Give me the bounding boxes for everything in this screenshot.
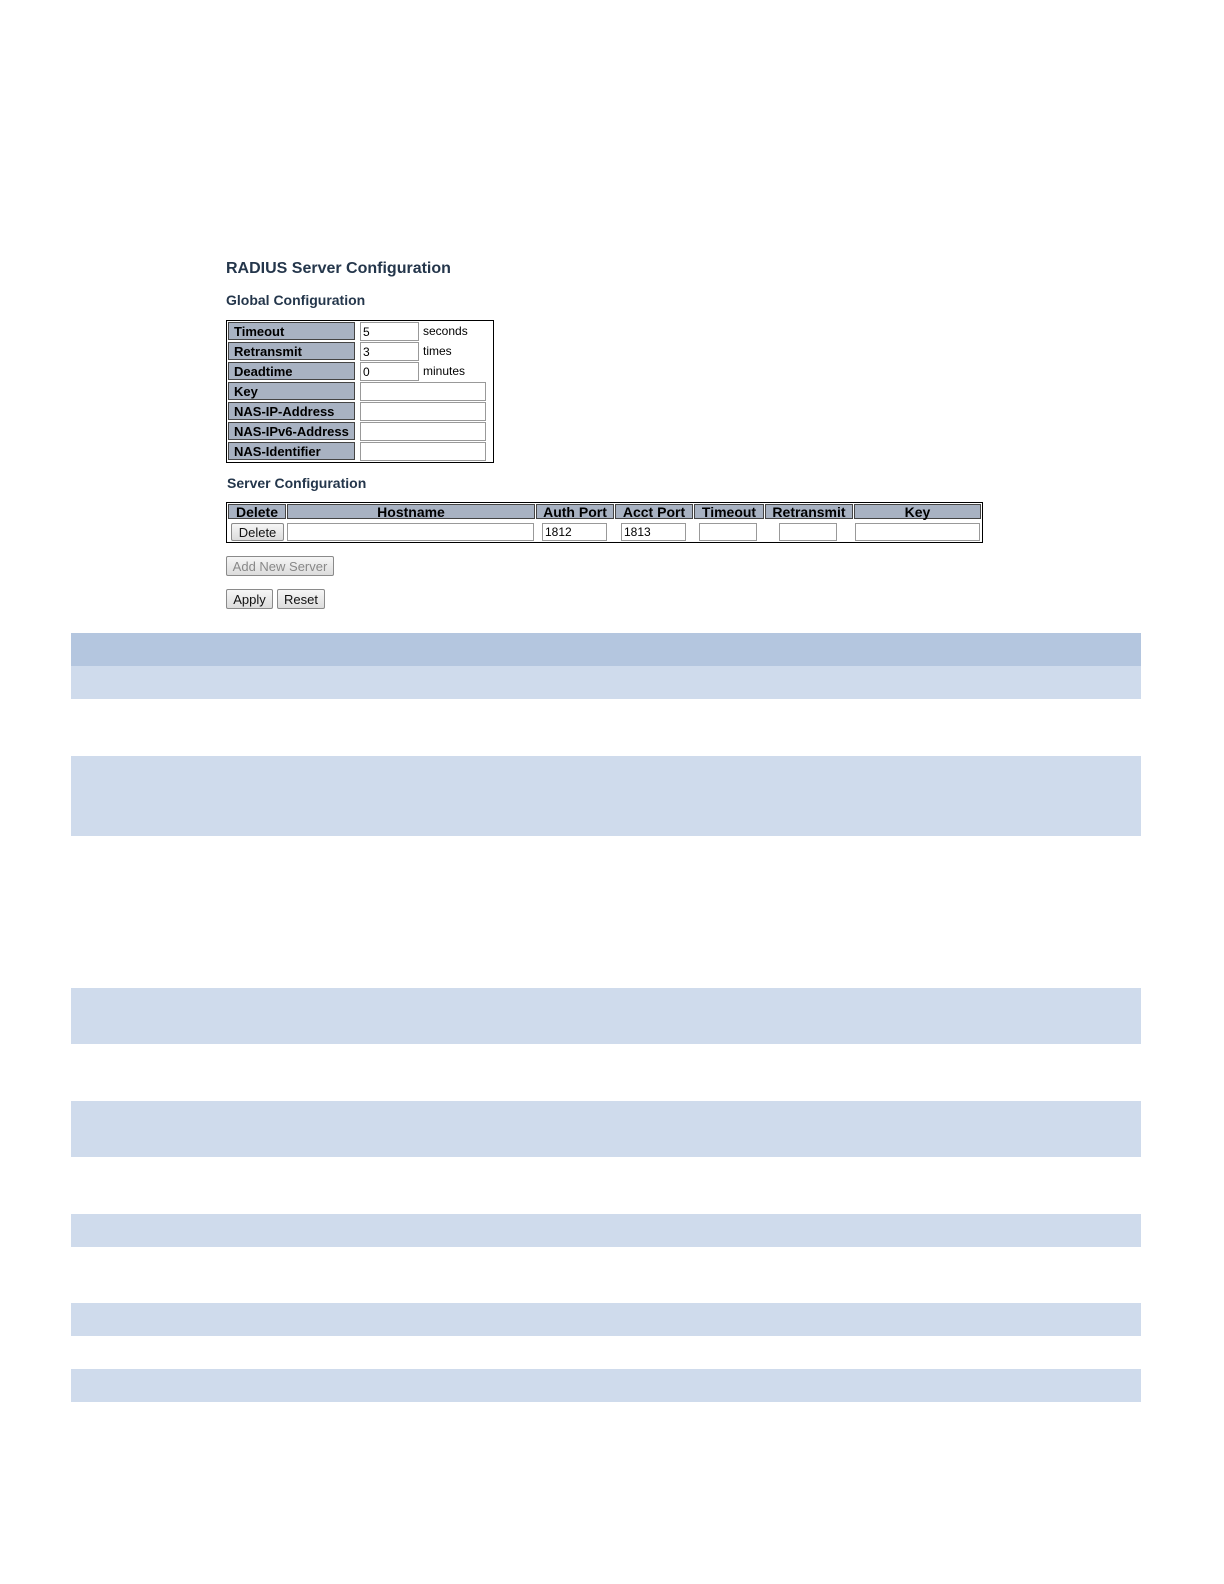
retransmit-unit: times: [423, 344, 452, 358]
server-config-title: Server Configuration: [227, 475, 367, 491]
help-table-row: [71, 756, 1141, 836]
auth-port-input[interactable]: [542, 523, 607, 541]
column-header-auth-port: Auth Port: [536, 504, 614, 519]
column-header-hostname: Hostname: [287, 504, 535, 519]
column-header-timeout: Timeout: [694, 504, 764, 519]
nas-identifier-label: NAS-Identifier: [228, 442, 355, 460]
retransmit-row: [227, 342, 493, 361]
nas-ip-address-input[interactable]: [360, 402, 486, 421]
column-header-retransmit: Retransmit: [765, 504, 853, 519]
help-table-row: [71, 666, 1141, 699]
add-new-server-button[interactable]: Add New Server: [226, 556, 334, 576]
nas-identifier-row: [227, 442, 493, 461]
key-row: [227, 382, 493, 401]
deadtime-label: Deadtime: [228, 362, 355, 380]
help-table-row: [71, 1369, 1141, 1402]
acct-port-input[interactable]: [621, 523, 686, 541]
server-retransmit-input[interactable]: [779, 523, 837, 541]
nas-identifier-input[interactable]: [360, 442, 486, 461]
apply-button[interactable]: Apply: [226, 589, 273, 609]
server-config-table: [226, 502, 983, 543]
retransmit-input[interactable]: [360, 342, 419, 361]
column-header-acct-port: Acct Port: [615, 504, 693, 519]
timeout-label: Timeout: [228, 322, 355, 340]
deadtime-input[interactable]: [360, 362, 419, 381]
reset-button[interactable]: Reset: [277, 589, 325, 609]
nas-ipv6-address-row: [227, 422, 493, 441]
nas-ip-address-row: [227, 402, 493, 421]
page-title: RADIUS Server Configuration: [226, 260, 451, 277]
nas-ipv6-address-input[interactable]: [360, 422, 486, 441]
help-table-row: [71, 1303, 1141, 1336]
global-config-table: [226, 320, 494, 463]
timeout-row: [227, 322, 493, 341]
help-table-row: [71, 1214, 1141, 1247]
help-table-header: [71, 633, 1141, 666]
global-config-title: Global Configuration: [226, 292, 366, 308]
delete-server-button[interactable]: Delete: [231, 523, 284, 541]
column-header-delete: Delete: [228, 504, 286, 519]
deadtime-unit: minutes: [423, 364, 466, 378]
hostname-input[interactable]: [287, 523, 534, 541]
timeout-input[interactable]: [360, 322, 419, 341]
server-timeout-input[interactable]: [699, 523, 757, 541]
column-header-key: Key: [854, 504, 981, 519]
nas-ip-address-label: NAS-IP-Address: [228, 402, 355, 420]
help-table-row: [71, 988, 1141, 1044]
key-input[interactable]: [360, 382, 486, 401]
deadtime-row: [227, 362, 493, 381]
timeout-unit: seconds: [423, 324, 468, 338]
key-label: Key: [228, 382, 355, 400]
nas-ipv6-address-label: NAS-IPv6-Address: [228, 422, 355, 440]
help-table-row: [71, 1101, 1141, 1157]
server-key-input[interactable]: [855, 523, 980, 541]
retransmit-label: Retransmit: [228, 342, 355, 360]
